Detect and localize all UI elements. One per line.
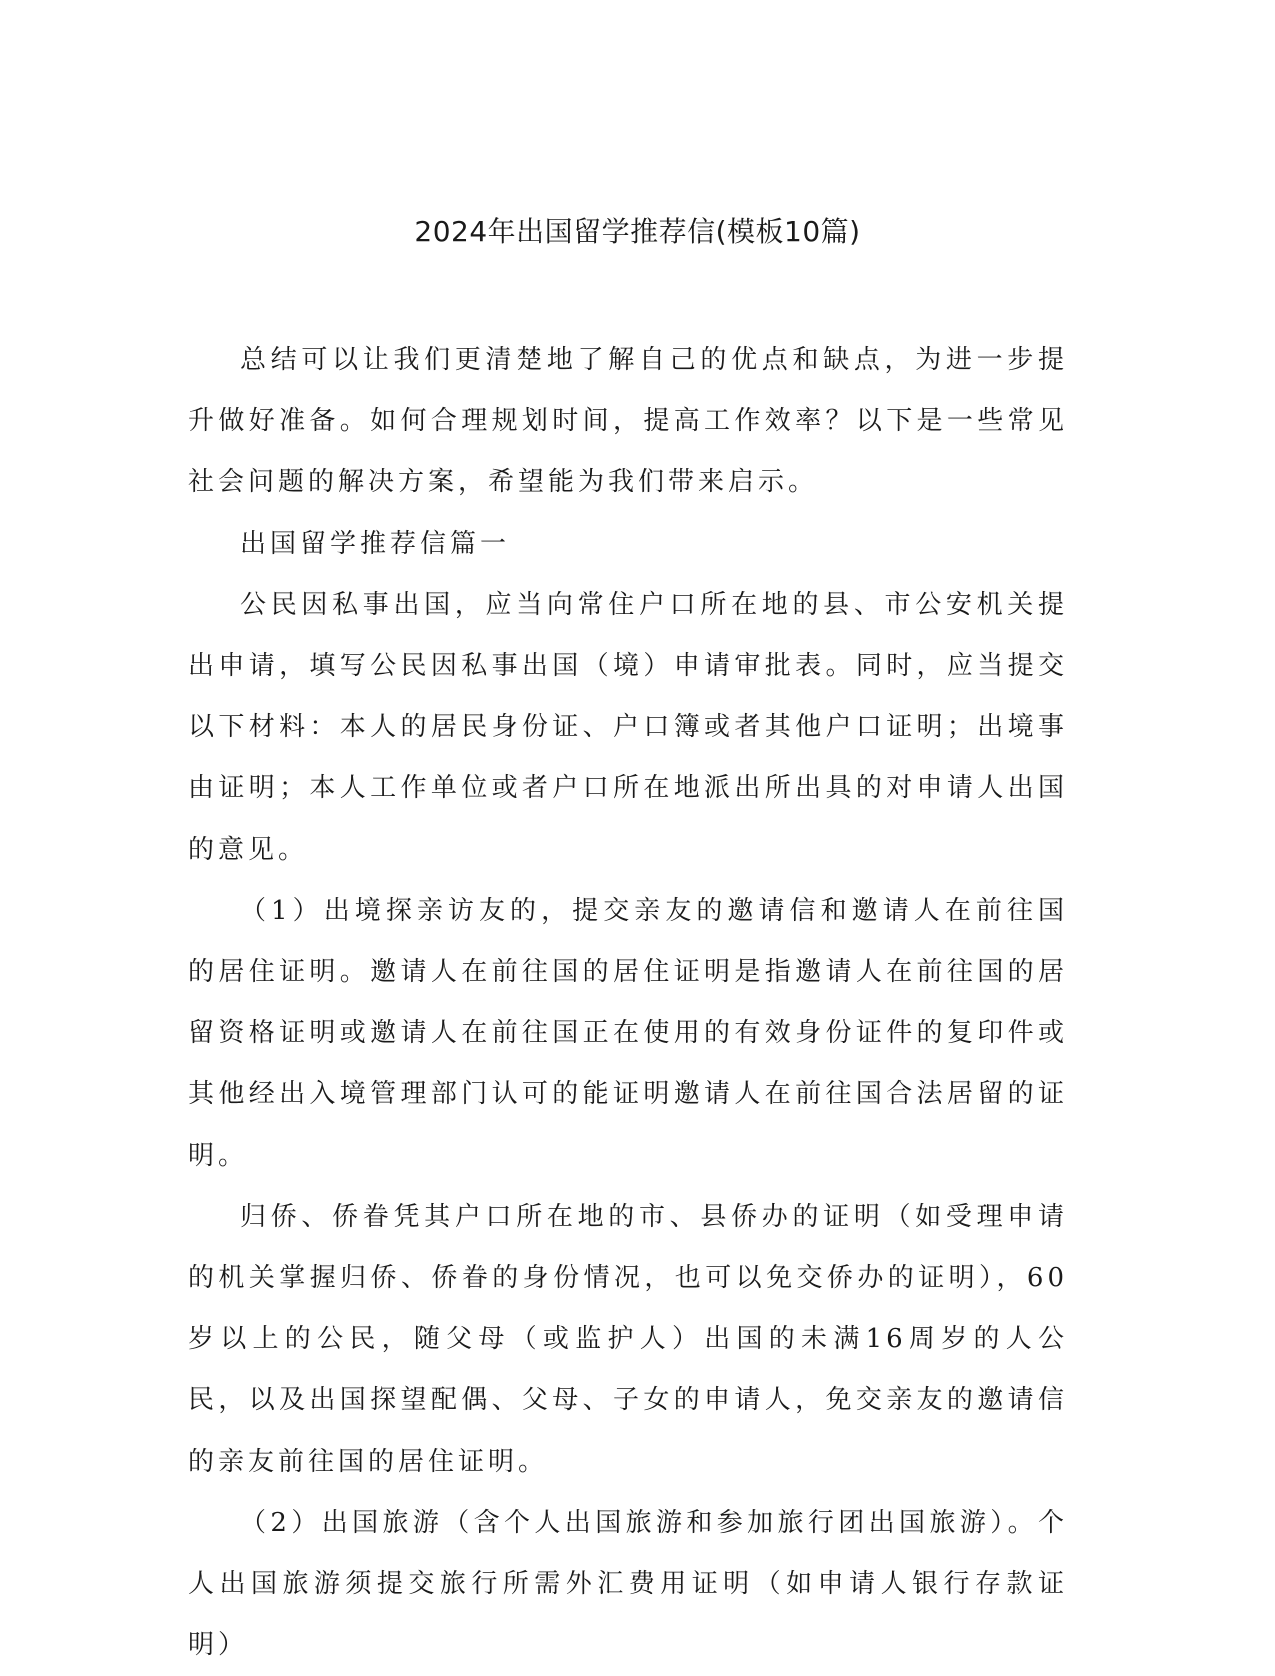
body-paragraph: （1）出境探亲访友的，提交亲友的邀请信和邀请人在前往国的居住证明。邀请人在前往国的居住证明是指邀请人在前往国的居留资格证明或邀请人在前往国正在使用的有效身份证件的复印件或其他经出入境管理部门认可的能证明邀请人在前往国合法居留的证明。 [188, 895, 1068, 1171]
intro-paragraph: 总结可以让我们更清楚地了解自己的优点和缺点，为进一步提升做好准备。如何合理规划时间，提高工作效率？以下是一些常见社会问题的解决方案，希望能为我们带来启示。 [188, 345, 1068, 498]
body-paragraph: 公民因私事出国，应当向常住户口所在地的县、市公安机关提出申请，填写公民因私事出国（境）申请审批表。同时，应当提交以下材料：本人的居民身份证、户口簿或者其他户口证明；出境事由证明；本人工作单位或者户口所在地派出所出具的对申请人出国的意见。 [188, 589, 1068, 865]
document-title: 2024年出国留学推荐信(模板10篇) [414, 215, 861, 248]
body-paragraph: 归侨、侨眷凭其户口所在地的市、县侨办的证明（如受理申请的机关掌握归侨、侨眷的身份情况，也可以免交侨办的证明），60岁以上的公民，随父母（或监护人）出国的未满16周岁的人公民，以及出国探望配偶、父母、子女的申请人，免交亲友的邀请信的亲友前往国的居住证明。 [188, 1201, 1068, 1477]
document-body [188, 330, 1068, 1676]
section-heading: 出国留学推荐信篇一 [240, 528, 511, 559]
body-paragraph: （2）出国旅游（含个人出国旅游和参加旅行团出国旅游）。个人出国旅游须提交旅行所需外汇费用证明（如申请人银行存款证明） [188, 1507, 1068, 1661]
